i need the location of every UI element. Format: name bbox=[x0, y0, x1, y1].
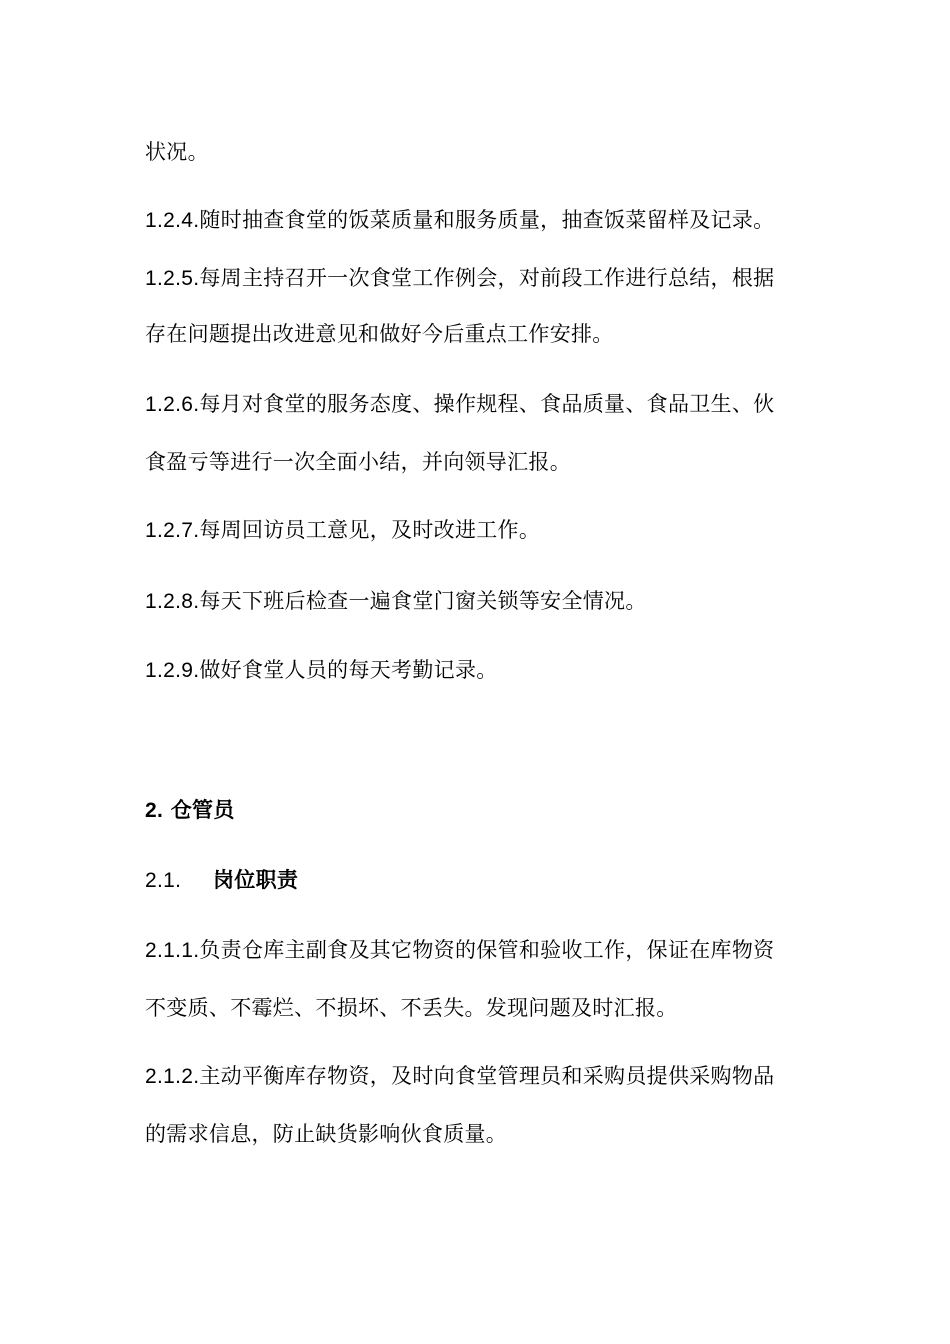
paragraph-text: 状况。 bbox=[145, 140, 209, 164]
section-number: 2. bbox=[145, 799, 164, 822]
item-number: 1.2.9. bbox=[145, 659, 200, 682]
paragraph-text: 随时抽查食堂的饭菜质量和服务质量，抽查饭菜留样及记录。 bbox=[199, 208, 775, 232]
item-number: 1.2.7. bbox=[145, 519, 200, 542]
paragraph-line bbox=[145, 587, 647, 616]
paragraph-text: 负责仓库主副食及其它物资的保管和验收工作，保证在库物资 bbox=[199, 938, 775, 962]
item-number: 1.2.6. bbox=[145, 393, 200, 416]
item-number: 1.2.4. bbox=[145, 209, 200, 232]
subsection-title: 岗位职责 bbox=[213, 867, 299, 892]
paragraph-text: 存在问题提出改进意见和做好今后重点工作安排。 bbox=[145, 322, 614, 346]
section-title: 仓管员 bbox=[170, 797, 235, 822]
paragraph-line bbox=[145, 206, 774, 235]
paragraph-line bbox=[145, 994, 678, 1022]
item-number: 2.1.1. bbox=[145, 939, 200, 962]
paragraph-line bbox=[145, 320, 614, 348]
paragraph-text: 每周回访员工意见，及时改进工作。 bbox=[199, 518, 541, 542]
paragraph-text: 每月对食堂的服务态度、操作规程、食品质量、食品卫生、伙 bbox=[199, 392, 775, 416]
paragraph-text: 不变质、不霉烂、不损坏、不丢失。发现问题及时汇报。 bbox=[145, 996, 678, 1020]
paragraph-text: 的需求信息，防止缺货影响伙食质量。 bbox=[145, 1122, 508, 1146]
paragraph-line bbox=[145, 448, 571, 476]
paragraph-line bbox=[145, 936, 774, 965]
subsection-number: 2.1. bbox=[145, 869, 182, 892]
paragraph-line bbox=[145, 1062, 774, 1091]
item-number: 2.1.2. bbox=[145, 1065, 200, 1088]
paragraph-line bbox=[145, 390, 774, 419]
paragraph-text: 食盈亏等进行一次全面小结，并向领导汇报。 bbox=[145, 450, 571, 474]
subsection-heading bbox=[145, 866, 298, 895]
paragraph-text: 每天下班后检查一遍食堂门窗关锁等安全情况。 bbox=[199, 589, 647, 613]
paragraph-line bbox=[145, 264, 774, 293]
item-number: 1.2.8. bbox=[145, 590, 200, 613]
section-heading bbox=[145, 796, 235, 825]
paragraph-line bbox=[145, 656, 498, 685]
paragraph-line bbox=[145, 138, 209, 166]
paragraph-text: 主动平衡库存物资，及时向食堂管理员和采购员提供采购物品 bbox=[199, 1064, 775, 1088]
paragraph-line bbox=[145, 1120, 507, 1148]
paragraph-text: 做好食堂人员的每天考勤记录。 bbox=[199, 658, 498, 682]
paragraph-line bbox=[145, 516, 540, 545]
paragraph-text: 每周主持召开一次食堂工作例会，对前段工作进行总结，根据 bbox=[199, 266, 775, 290]
item-number: 1.2.5. bbox=[145, 267, 200, 290]
